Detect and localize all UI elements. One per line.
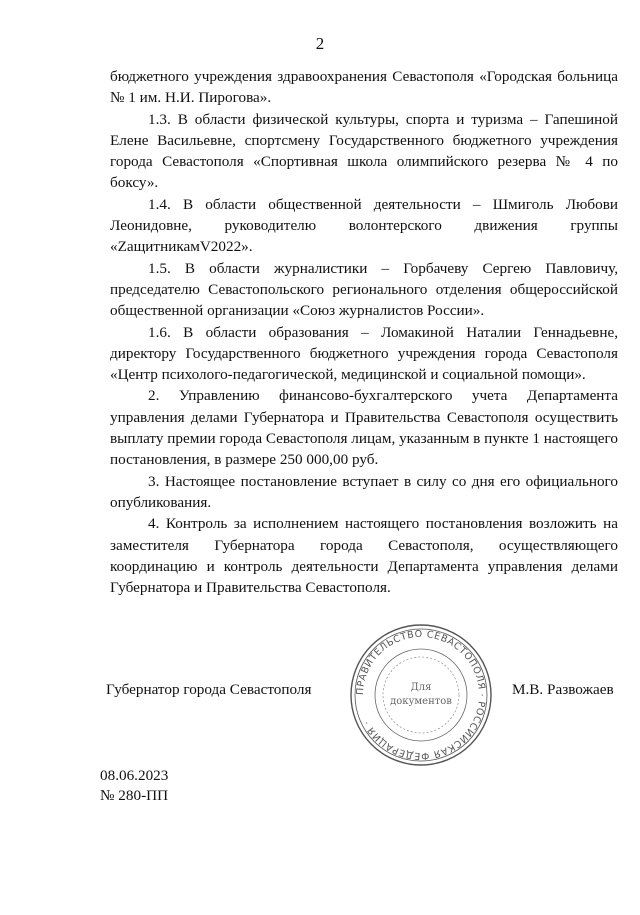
seal-center-text-2: документов [390,696,452,707]
document-number: № 280-ПП [100,787,169,804]
paragraph-1-5: 1.5. В области журналистики – Горбачеву Сергею Павловичу, председателю Севастопольского регионального отделения общероссийской общественной организации «Союз журналистов России». [110,259,618,320]
paragraph-1-3: 1.3. В области физической культуры, спорта и туризма – Гапешиной Елене Васильевне, спортсмену Государственного бюджетного учреждения города Севастополя «Спортивная школа олимпийского резерва № 4 по боксу». [110,110,618,192]
document-body [110,66,618,598]
document-date: 08.06.2023 [100,767,169,784]
paragraph-4: 4. Контроль за исполнением настоящего постановления возложить на заместителя Губернатора города Севастополя, осуществляющего координацию и контроль деятельности Департамента управления делами Губернатора и Правительства Севастополя. [110,515,618,597]
signatory-name: М.В. Развожаев [512,681,614,698]
paragraph-continuation: бюджетного учреждения здравоохранения Севастополя «Городская больница № 1 им. Н.И. Пирогова». [110,68,618,107]
paragraph-1-6: 1.6. В области образования – Ломакиной Наталии Геннадьевне, директору Государственного бюджетного учреждения города Севастополя «Центр психолого-педагогической, медицинской и социальной помощи». [110,323,618,384]
official-seal-stamp [348,622,494,768]
page-number: 2 [315,34,325,53]
paragraph-1-4: 1.4. В области общественной деятельности – Шмиголь Любови Леонидовне, руководителю волонтерского движения группы «ZащитникамV2022». [110,195,618,256]
signatory-position: Губернатор города Севастополя [106,681,312,698]
paragraph-2: 2. Управлению финансово-бухгалтерского учета Департамента управления делами Губернатора и Правительства Севастополя осуществить выплату премии города Севастополя лицам, указанным в пункте 1 настоящего постановления, в размере 250 000,00 руб. [110,387,618,469]
seal-outer-text: ПРАВИТЕЛЬСТВО СЕВАСТОПОЛЯ · РОССИЙСКАЯ ФЕДЕРАЦИЯ · [354,628,488,762]
seal-center-text-1: Для [410,682,432,693]
paragraph-3: 3. Настоящее постановление вступает в силу со дня его официального опубликования. [110,472,618,511]
document-footer [100,766,168,806]
